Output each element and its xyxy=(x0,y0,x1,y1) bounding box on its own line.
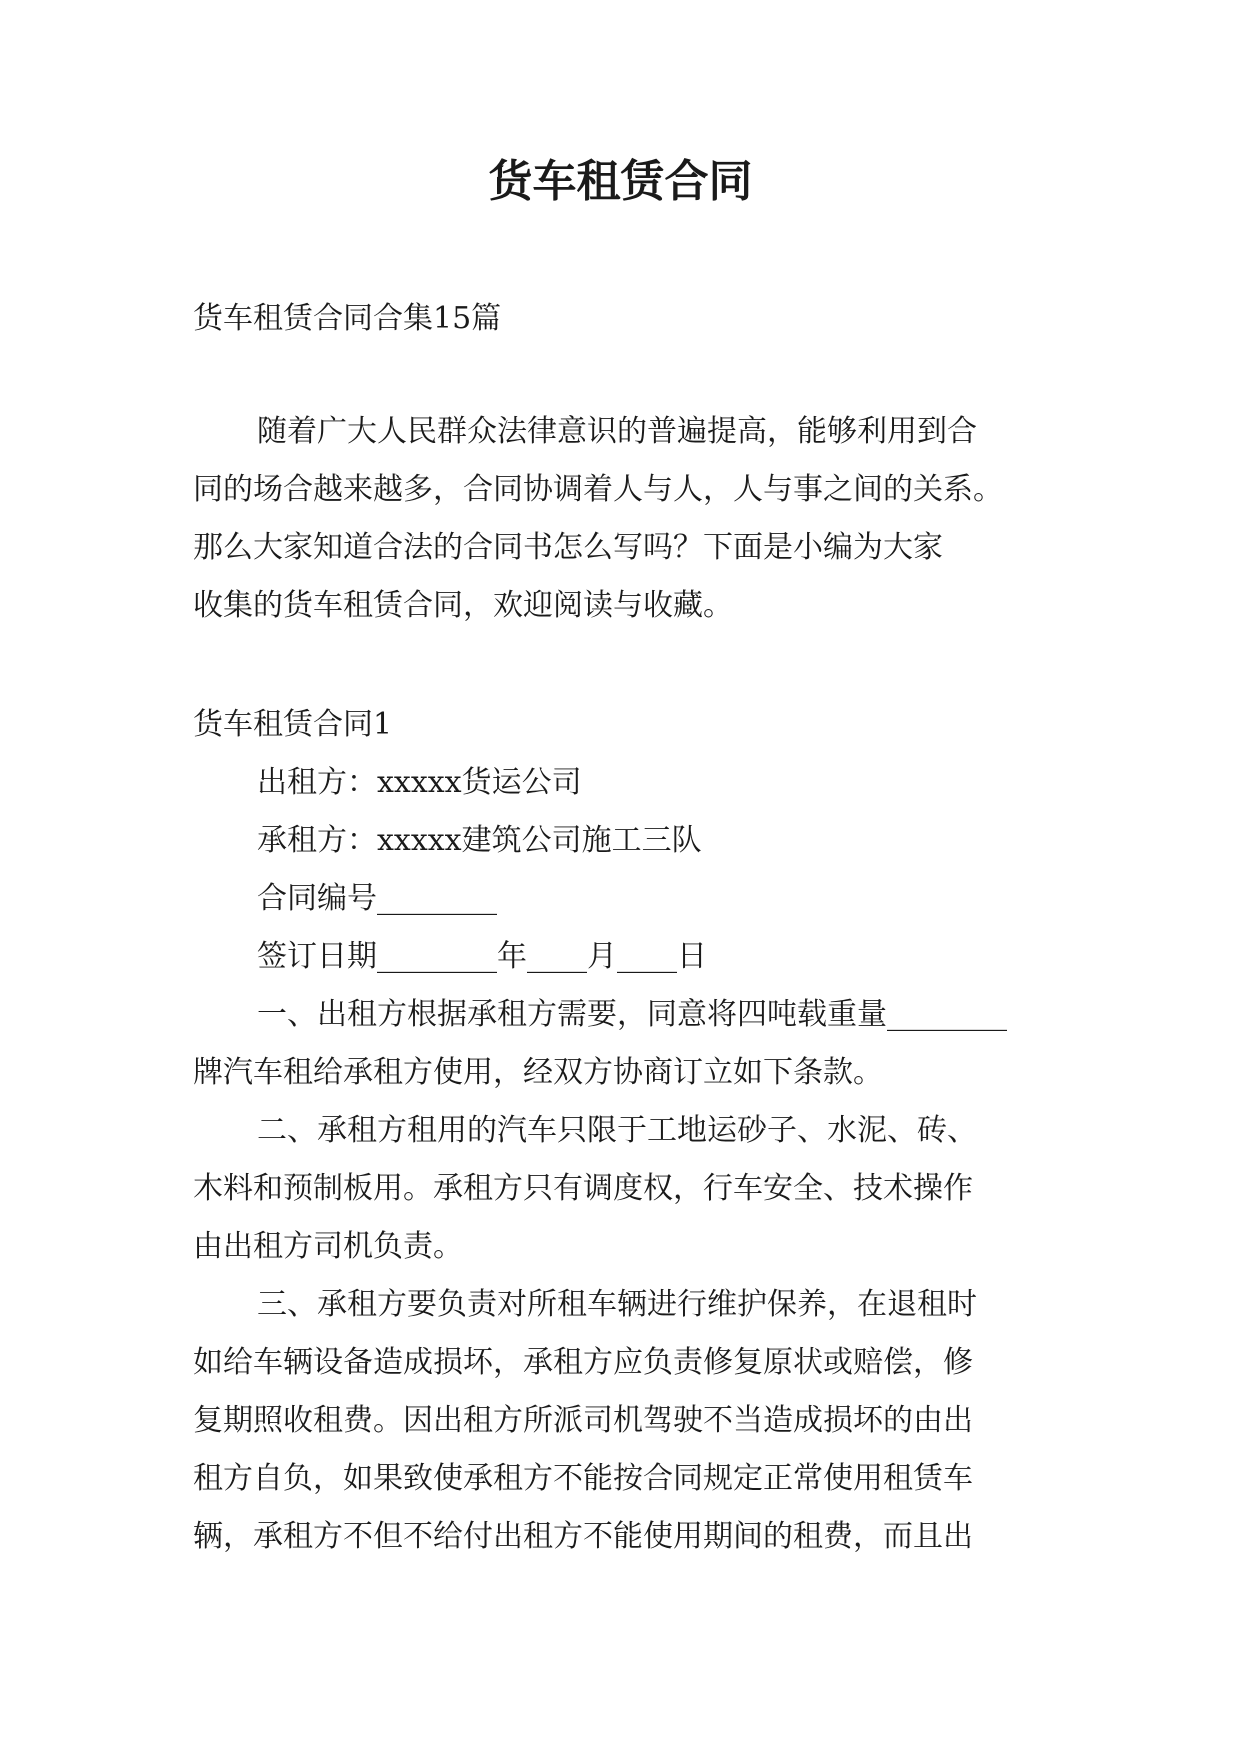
clause-3-line: 如给车辆设备造成损坏，承租方应负责修复原状或赔偿，修 xyxy=(193,1345,973,1380)
clause-3-line: 辆，承租方不但不给付出租方不能使用期间的租费，而且出 xyxy=(193,1519,973,1554)
clause-3-line: 复期照收租费。因出租方所派司机驾驶不当造成损坏的由出 xyxy=(193,1403,973,1438)
sign-date-line: 签订日期________年____月____日 xyxy=(257,939,707,974)
contract-number-line: 合同编号________ xyxy=(257,881,497,916)
clause-2-line: 由出租方司机负责。 xyxy=(193,1229,463,1264)
clause-3-line: 三、承租方要负责对所租车辆进行维护保养，在退租时 xyxy=(257,1287,977,1322)
intro-line: 那么大家知道合法的合同书怎么写吗？下面是小编为大家 xyxy=(193,530,943,565)
clause-1-line: 一、出租方根据承租方需要，同意将四吨载重量________ xyxy=(257,997,1007,1032)
contract-section xyxy=(193,696,1063,1566)
intro-line: 收集的货车租赁合同，欢迎阅读与收藏。 xyxy=(193,588,733,623)
section-heading: 货车租赁合同1 xyxy=(193,707,393,742)
clause-1-line: 牌汽车租给承租方使用，经双方协商订立如下条款。 xyxy=(193,1055,883,1090)
collection-subtitle xyxy=(193,290,1063,348)
clause-3-line: 租方自负，如果致使承租方不能按合同规定正常使用租赁车 xyxy=(193,1461,973,1496)
intro-line: 同的场合越来越多，合同协调着人与人，人与事之间的关系。 xyxy=(193,472,1003,507)
clause-2-line: 二、承租方租用的汽车只限于工地运砂子、水泥、砖、 xyxy=(257,1113,977,1148)
intro-line: 随着广大人民群众法律意识的普遍提高，能够利用到合 xyxy=(257,414,977,449)
document-title: 货车租赁合同 xyxy=(488,156,753,207)
lessee-line: 承租方：xxxxx建筑公司施工三队 xyxy=(257,823,702,858)
intro-paragraph xyxy=(193,403,1063,635)
subtitle-text: 货车租赁合同合集15篇 xyxy=(193,301,502,336)
lessor-line: 出租方：xxxxx货运公司 xyxy=(257,765,582,800)
clause-2-line: 木料和预制板用。承租方只有调度权，行车安全、技术操作 xyxy=(193,1171,973,1206)
